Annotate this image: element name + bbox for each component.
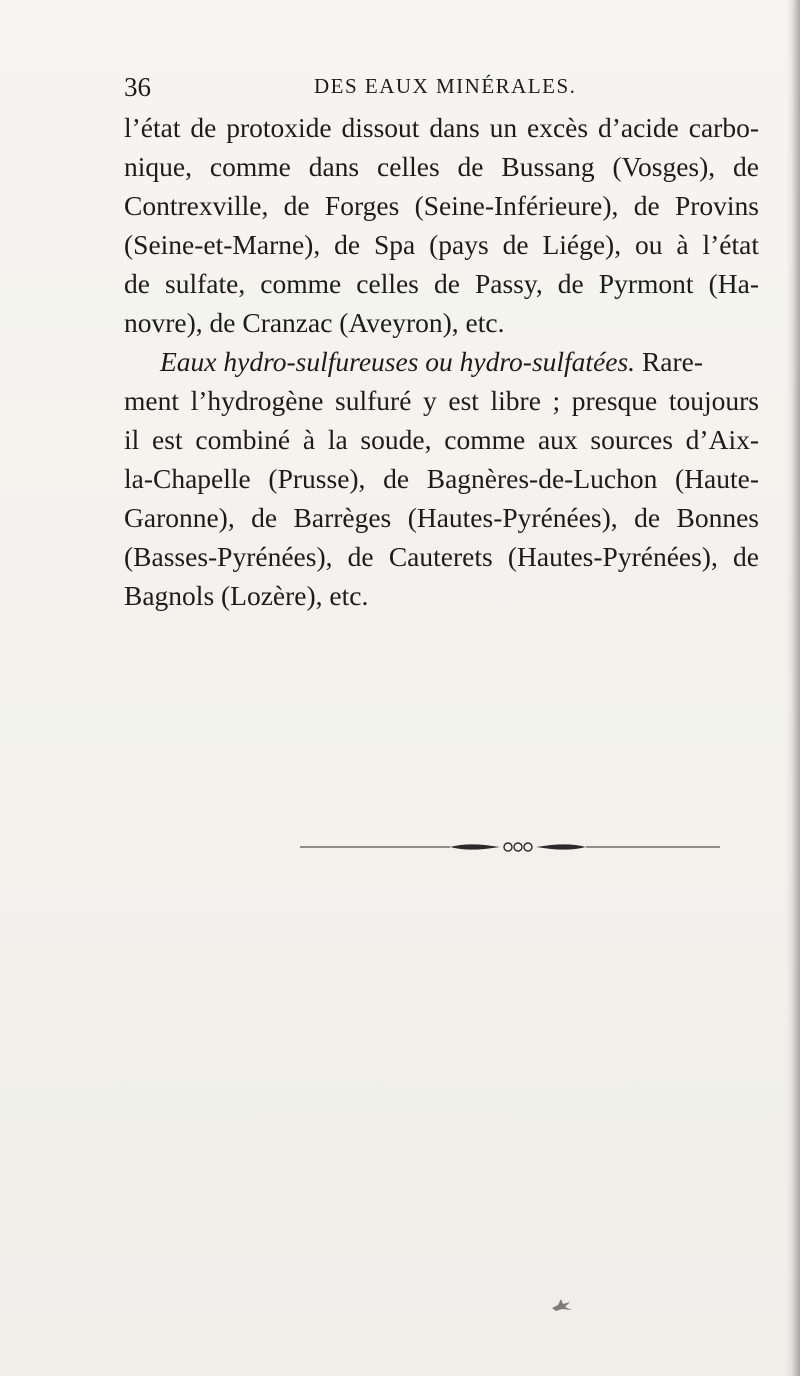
text-line: il est combiné à la soude, comme aux sources d’Aix- <box>124 424 759 455</box>
section-heading-line <box>124 342 759 381</box>
section-end-ornament <box>300 840 720 854</box>
body-text <box>124 108 759 615</box>
text-line: de sulfate, comme celles de Passy, de Pyrmont (Ha- <box>124 268 759 299</box>
text-line: (Basses-Pyrénées), de Cauterets (Hautes-Pyrénées), de <box>124 541 759 572</box>
page-edge-shadow <box>786 0 800 1376</box>
text-line: novre), de Cranzac (Aveyron), etc. <box>124 307 505 338</box>
text-line: ment l’hydrogène sulfuré y est libre ; presque toujours <box>124 385 759 416</box>
running-head: DES EAUX MINÉRALES. <box>314 74 577 98</box>
text-line: Garonne), de Barrèges (Hautes-Pyrénées), de Bonnes <box>124 502 759 533</box>
text-line: (Seine-et-Marne), de Spa (pays de Liége), ou à l’état <box>124 229 759 260</box>
text-line: Contrexville, de Forges (Seine-Inférieure), de Provins <box>124 190 759 221</box>
text-line: Bagnols (Lozère), etc. <box>124 580 369 611</box>
ink-speck <box>550 1296 574 1312</box>
page-header <box>124 70 744 104</box>
section-heading: Eaux hydro-sulfureuses ou hydro-sulfatées. <box>160 346 636 377</box>
text-line: l’état de protoxide dissout dans un excès d’acide carbo- <box>124 112 759 143</box>
page-number: 36 <box>124 72 151 102</box>
section-heading-continuation: Rare- <box>635 346 704 377</box>
text-line: la-Chapelle (Prusse), de Bagnères-de-Luchon (Haute- <box>124 463 759 494</box>
text-line: nique, comme dans celles de Bussang (Vosges), de <box>124 151 759 182</box>
